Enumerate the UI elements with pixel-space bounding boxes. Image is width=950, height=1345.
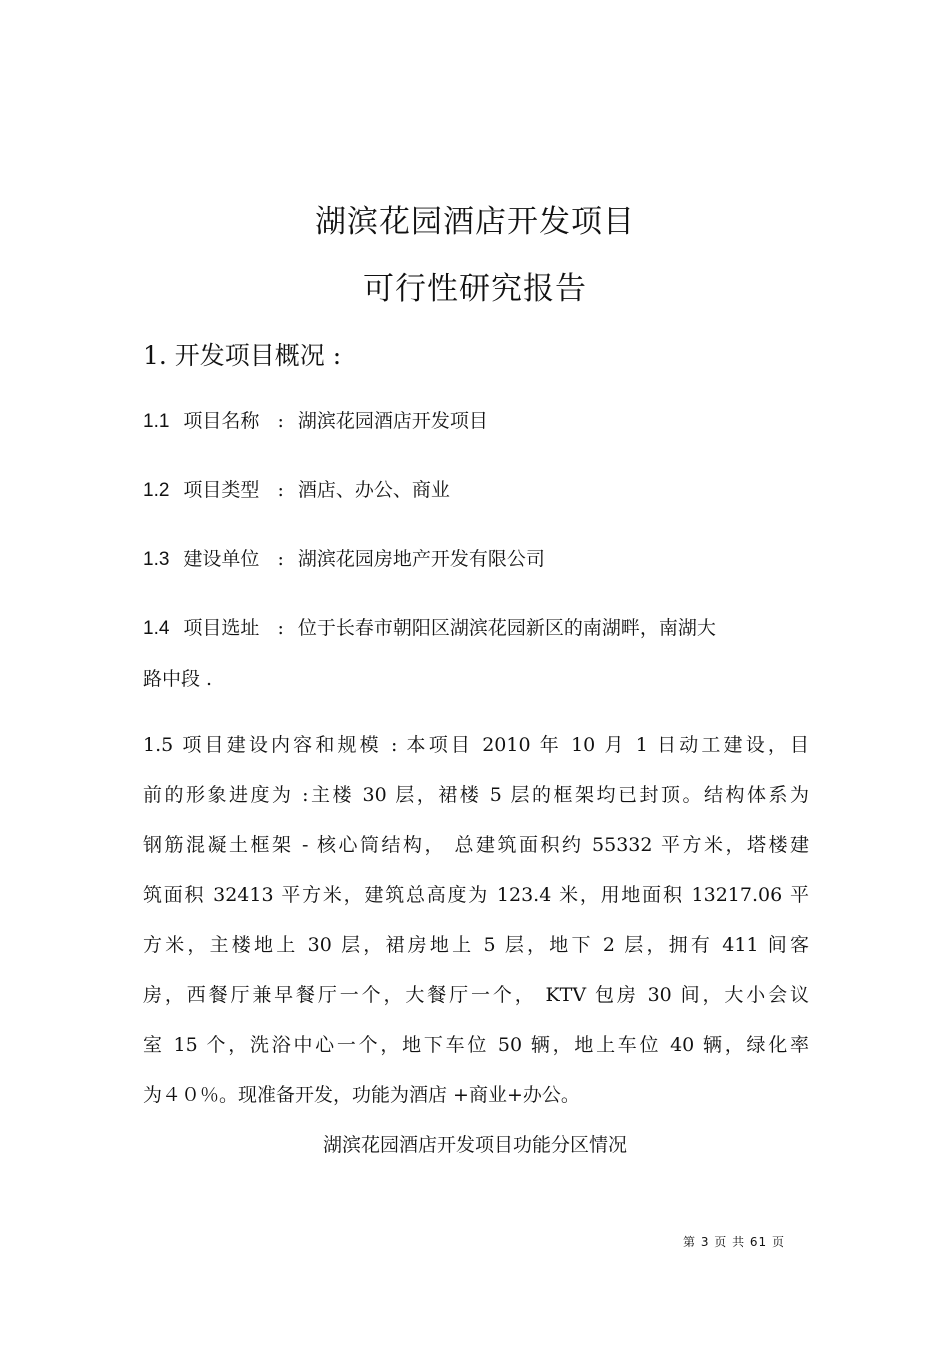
item-number: 1.4 — [143, 618, 170, 639]
paragraph-line: 房，西餐厅兼早餐厅一个，大餐厅一个， KTV 包房 30 间，大小会议 — [143, 984, 809, 1006]
section-heading: 1. 开发项目概况 : — [143, 341, 342, 370]
report-title-line2: 可行性研究报告 — [363, 271, 587, 307]
item-value: 位于长春市朝阳区湖滨花园新区的南湖畔，南湖大 — [297, 617, 716, 639]
item-1-1: 1.1 项目名称 : 湖滨花园酒店开发项目 — [143, 410, 488, 432]
paragraph-line: 钢筋混凝土框架 - 核心筒结构， 总建筑面积约 55332 平方米，塔楼建 — [143, 834, 809, 856]
item-label: 项目选址 — [183, 617, 260, 639]
item-label: 项目名称 — [183, 410, 260, 432]
item-1-4: 1.4 项目选址 : 位于长春市朝阳区湖滨花园新区的南湖畔，南湖大 — [143, 617, 716, 639]
table-caption: 湖滨花园酒店开发项目功能分区情况 — [322, 1134, 627, 1156]
item-1-4-continuation: 路中段 . — [143, 668, 213, 690]
item-1-3: 1.3 建设单位 : 湖滨花园房地产开发有限公司 — [143, 548, 545, 570]
paragraph-line: 筑面积 32413 平方米，建筑总高度为 123.4 米，用地面积 13217.06 平 — [143, 884, 809, 906]
item-value: 酒店、办公、商业 — [297, 479, 450, 501]
paragraph-line: 前的形象进度为 :主楼 30 层，裙楼 5 层的框架均已封顶。结构体系为 — [143, 784, 809, 806]
item-number: 1.1 — [143, 411, 170, 432]
report-title-line1: 湖滨花园酒店开发项目 — [315, 204, 635, 240]
item-label: 建设单位 — [183, 548, 260, 570]
item-label: 项目类型 — [183, 479, 260, 501]
page-footer: 第 3 页 共 61 页 — [683, 1235, 785, 1249]
paragraph-line: 方米，主楼地上 30 层，裙房地上 5 层，地下 2 层，拥有 411 间客 — [143, 934, 809, 956]
item-number: 1.2 — [143, 480, 170, 501]
item-value: 湖滨花园房地产开发有限公司 — [297, 548, 545, 570]
item-number: 1.3 — [143, 549, 170, 570]
paragraph-line: 室 15 个，洗浴中心一个，地下车位 50 辆，地上车位 40 辆，绿化率 — [143, 1034, 809, 1056]
paragraph-line: 为４０％。现准备开发，功能为酒店 +商业+办公。 — [143, 1084, 580, 1106]
paragraph-line: 1.5 项目建设内容和规模 : 本项目 2010 年 10 月 1 日动工建设，目 — [143, 734, 809, 756]
item-1-2: 1.2 项目类型 : 酒店、办公、商业 — [143, 479, 450, 501]
item-value: 湖滨花园酒店开发项目 — [297, 410, 488, 432]
item-1-5-paragraph — [143, 720, 809, 1120]
